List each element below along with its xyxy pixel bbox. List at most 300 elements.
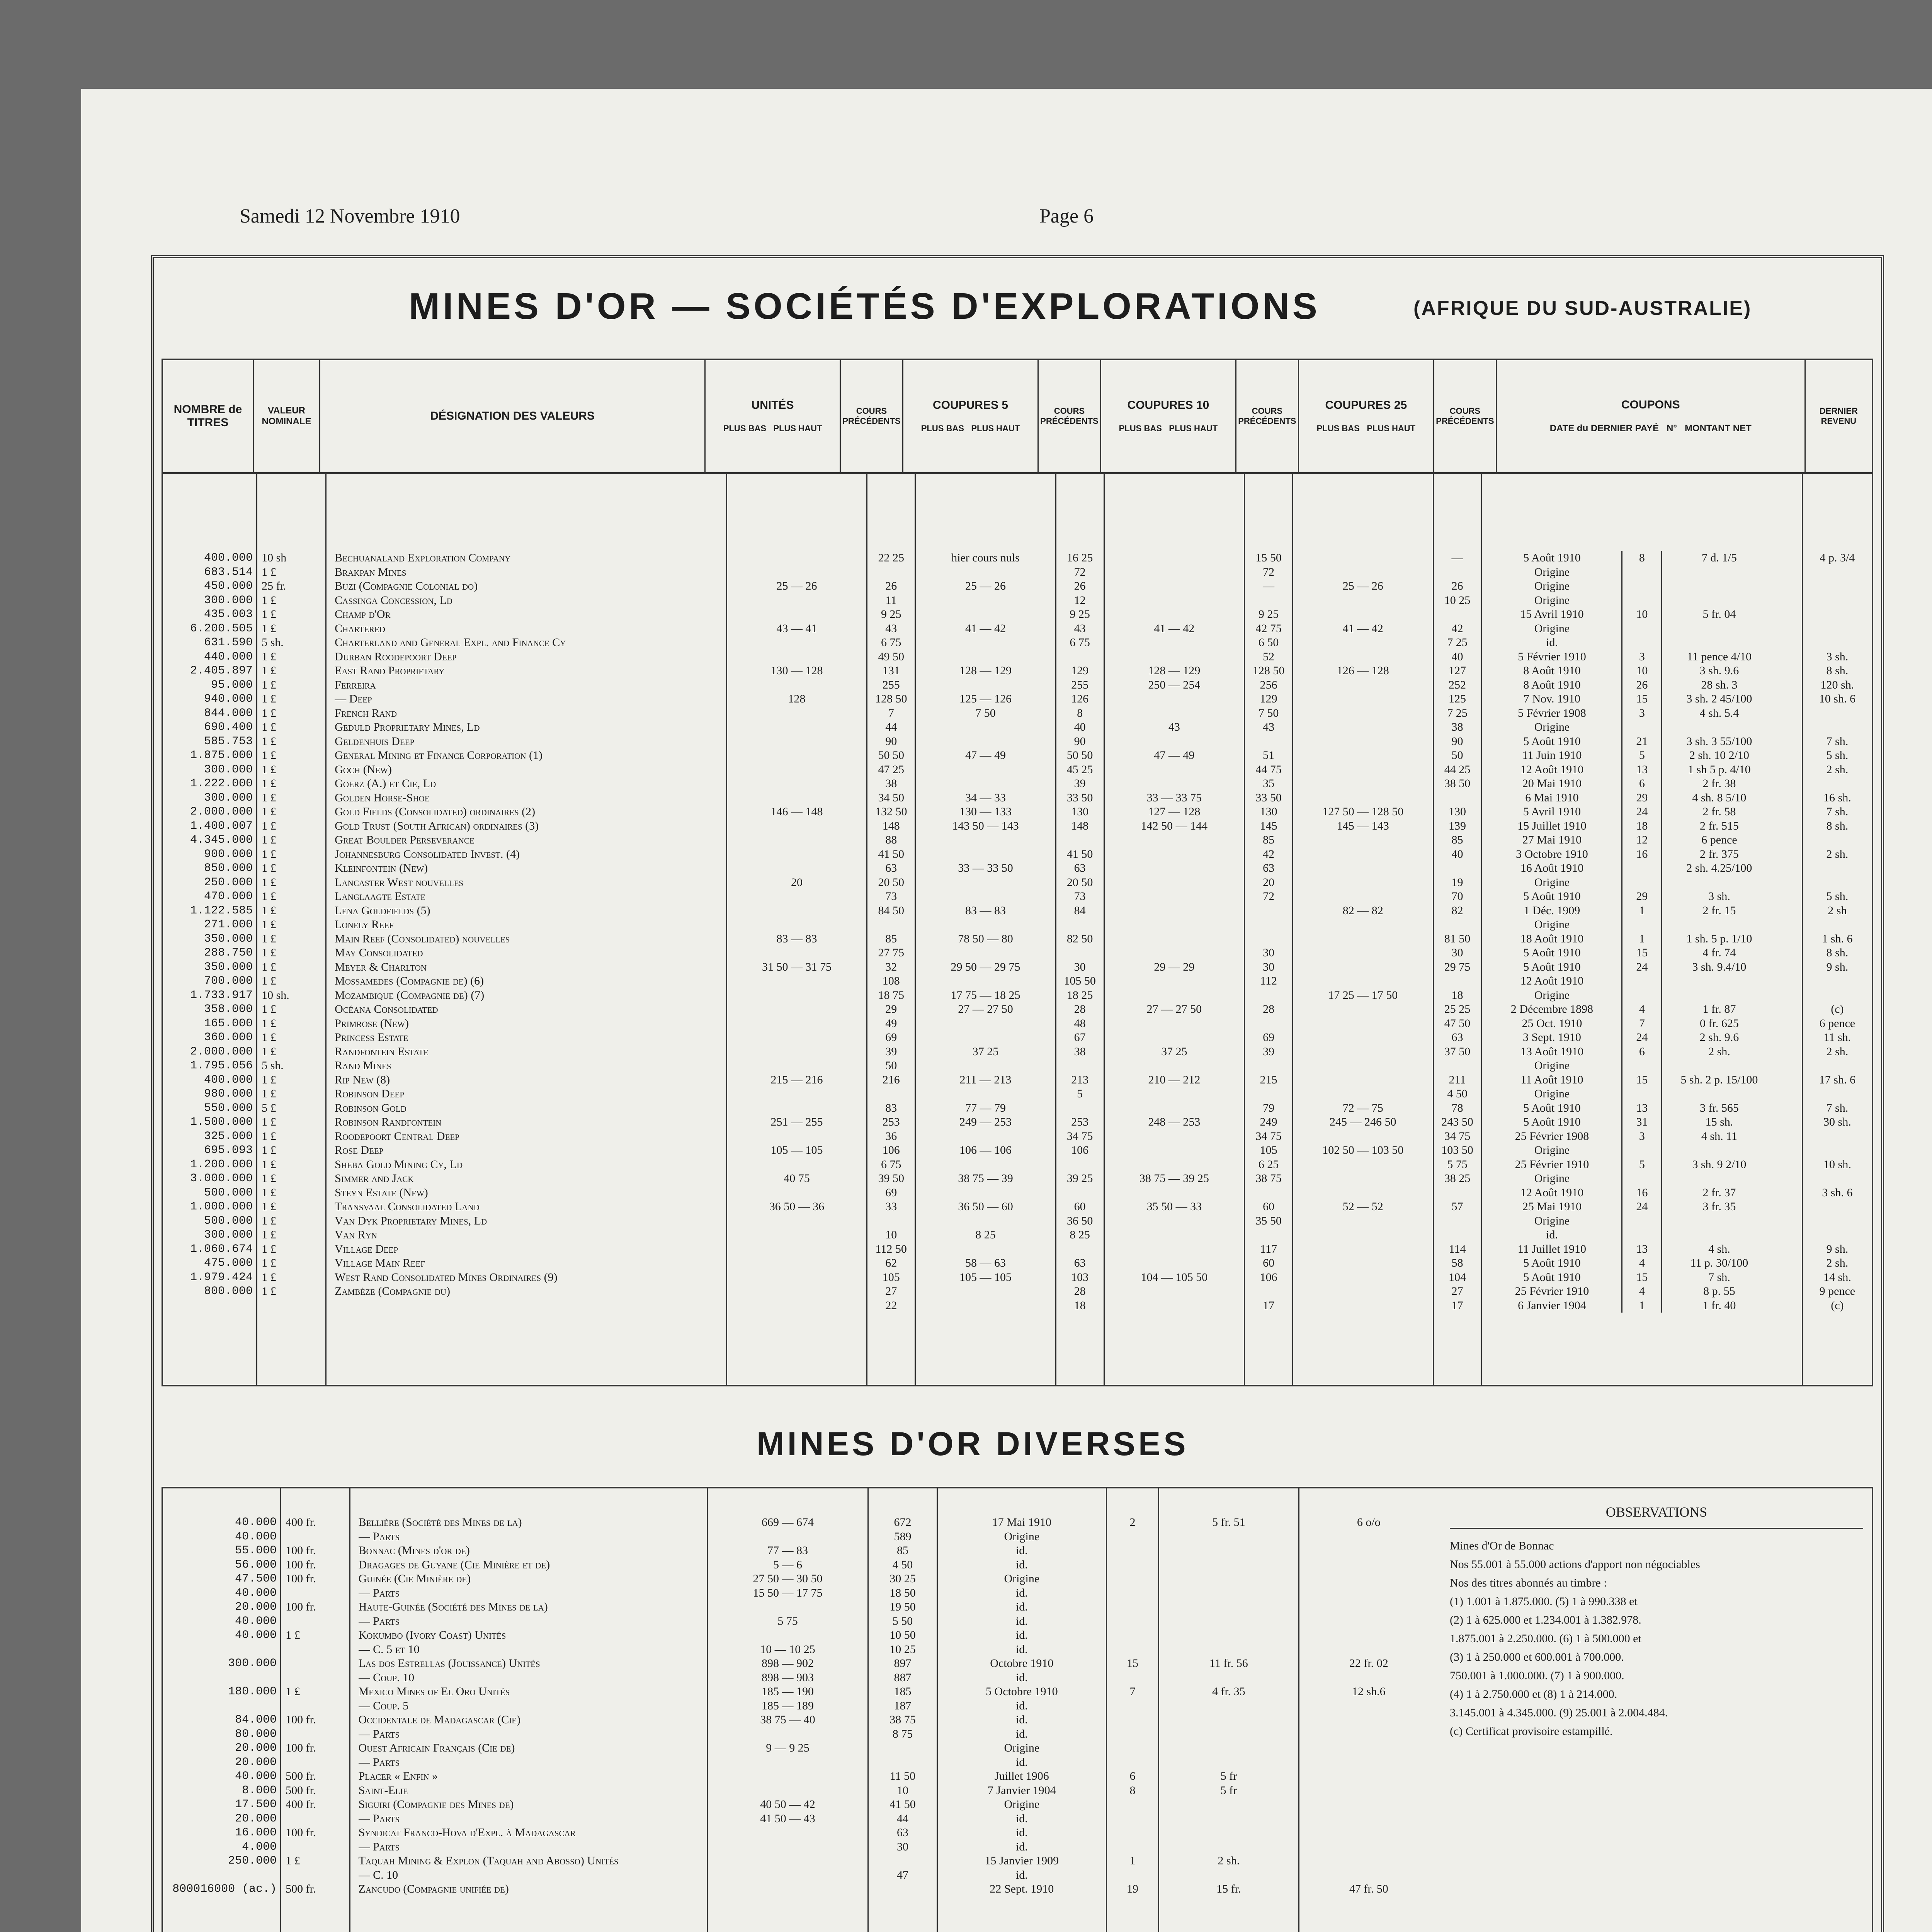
table-cell: 25 — 26 bbox=[1342, 580, 1383, 592]
table-cell bbox=[1160, 1840, 1298, 1854]
table-cell bbox=[1803, 1214, 1871, 1228]
table-cell bbox=[1294, 1172, 1432, 1186]
table-cell: 7 bbox=[888, 706, 894, 719]
table-cell: 30 bbox=[1263, 946, 1275, 959]
table-cell bbox=[1803, 565, 1871, 580]
table-cell: 2 fr. 37 bbox=[1702, 1186, 1736, 1199]
table-cell: 58 — 63 bbox=[965, 1257, 1006, 1269]
table-cell bbox=[728, 1059, 866, 1073]
table-cell: 325.000 bbox=[204, 1129, 253, 1143]
table-cell: 100 fr. bbox=[286, 1600, 316, 1613]
table-cell bbox=[1300, 1854, 1438, 1868]
table-cell: 4 fr. 74 bbox=[1702, 946, 1736, 959]
table-cell: 28 bbox=[1074, 1285, 1086, 1298]
table-cell: 69 bbox=[885, 1186, 897, 1199]
table-cell: 3 sh. 9.6 bbox=[1699, 664, 1739, 677]
table-cell bbox=[1294, 748, 1432, 763]
table-cell: 5 fr bbox=[1220, 1784, 1237, 1797]
table-cell: Rose Deep bbox=[335, 1144, 384, 1156]
table-cell: 12 Août 1910 bbox=[1520, 975, 1584, 987]
table-cell: id. bbox=[1015, 1812, 1028, 1825]
table-cell: 30 25 bbox=[889, 1572, 916, 1585]
table-cell: Cassinga Concession, Ld bbox=[335, 594, 453, 607]
table-cell bbox=[1803, 579, 1871, 594]
observation-line: Mines d'Or de Bonnac bbox=[1450, 1539, 1554, 1552]
table-cell: 105 50 bbox=[1064, 975, 1096, 987]
table-cell bbox=[1300, 1769, 1438, 1784]
table-cell: 25 Février 1908 bbox=[1515, 1129, 1589, 1143]
table-cell: 127 50 — 128 50 bbox=[1322, 805, 1404, 818]
table-cell: id. bbox=[1015, 1840, 1028, 1853]
table-cell bbox=[708, 1530, 867, 1544]
table-cell bbox=[1245, 904, 1292, 918]
table-cell: 81 50 bbox=[1444, 932, 1471, 945]
table-cell bbox=[708, 1882, 867, 1896]
table-cell bbox=[1662, 720, 1776, 735]
table-cell: 11 Août 1910 bbox=[1520, 1073, 1583, 1086]
table-cell: 36 50 — 36 bbox=[769, 1200, 825, 1213]
table-cell: 27 Mai 1910 bbox=[1522, 833, 1582, 846]
table-cell: 13 bbox=[1636, 1242, 1648, 1255]
table-cell bbox=[1434, 791, 1481, 805]
table-cell: 1 £ bbox=[262, 763, 276, 776]
table-cell: 4 bbox=[1639, 1257, 1645, 1269]
table-cell: 5 fr. 04 bbox=[1702, 608, 1736, 621]
table-cell: 1 bbox=[1129, 1854, 1136, 1867]
table-cell bbox=[1294, 1270, 1432, 1285]
table-cell bbox=[1105, 1143, 1244, 1158]
table-cell: 39 bbox=[885, 1045, 897, 1058]
table-cell: — bbox=[1451, 551, 1463, 564]
table-cell: 40 75 bbox=[784, 1172, 810, 1185]
table-cell bbox=[868, 1087, 914, 1101]
table-cell: 60 bbox=[1263, 1200, 1275, 1213]
table-cell: Siguiri (Compagnie des Mines de) bbox=[358, 1798, 514, 1811]
table-cell: 400 fr. bbox=[286, 1516, 316, 1529]
table-cell bbox=[1662, 1059, 1776, 1073]
table-cell: 6 Janvier 1904 bbox=[1518, 1299, 1586, 1312]
table-cell bbox=[1107, 1699, 1158, 1713]
table-cell: 10 sh. 6 bbox=[1819, 692, 1855, 705]
table-cell: 49 50 bbox=[878, 650, 904, 663]
table-cell: 10 bbox=[1636, 664, 1648, 677]
table-cell bbox=[728, 904, 866, 918]
table-cell bbox=[1160, 1671, 1298, 1685]
table-cell bbox=[1803, 974, 1871, 988]
table-cell: 1 £ bbox=[262, 918, 276, 931]
table-cell: 132 50 bbox=[875, 805, 907, 818]
table-cell bbox=[1294, 1284, 1432, 1299]
table-cell: — bbox=[1263, 580, 1275, 592]
table-cell bbox=[1300, 1699, 1438, 1713]
table-cell: 7 25 bbox=[1447, 706, 1468, 719]
main-frame bbox=[151, 255, 1884, 1932]
table-cell: 7 50 bbox=[975, 706, 996, 719]
table-cell bbox=[1434, 974, 1481, 988]
table-cell: Rand Mines bbox=[335, 1059, 391, 1072]
table-cell: West Rand Consolidated Mines Ordinaires (9) bbox=[335, 1270, 558, 1284]
table-cell bbox=[1662, 594, 1776, 608]
table-cell: 28 sh. 3 bbox=[1701, 678, 1738, 691]
table-cell: 900.000 bbox=[204, 847, 253, 861]
observation-line: 1.875.001 à 2.250.000. (6) 1 à 500.000 et bbox=[1450, 1632, 1641, 1645]
table-cell: 90 bbox=[1451, 735, 1463, 748]
table-cell: French Rand bbox=[335, 706, 397, 719]
table-cell: Ferreira bbox=[335, 678, 376, 691]
table-cell: 25 Février 1910 bbox=[1515, 1285, 1589, 1298]
table-cell: id. bbox=[1015, 1868, 1028, 1881]
table-cell bbox=[1300, 1826, 1438, 1840]
table-cell bbox=[1662, 988, 1776, 1003]
table-cell bbox=[1107, 1558, 1158, 1572]
table-cell: 1 Déc. 1909 bbox=[1524, 904, 1580, 917]
table-cell bbox=[1300, 1741, 1438, 1755]
table-cell bbox=[728, 1002, 866, 1017]
table-cell: 1 £ bbox=[262, 1003, 276, 1015]
table-cell bbox=[1294, 636, 1432, 650]
table-cell bbox=[1300, 1544, 1438, 1558]
table-cell: 129 bbox=[1071, 664, 1089, 677]
table-cell bbox=[1662, 1214, 1776, 1228]
table-cell: Goch (New) bbox=[335, 763, 392, 776]
table-cell bbox=[1294, 565, 1432, 580]
table-cell bbox=[1245, 1059, 1292, 1073]
table-cell: 5 Août 1910 bbox=[1523, 1257, 1581, 1269]
table-cell: 130 — 133 bbox=[959, 805, 1012, 818]
table-cell: Van Ryn bbox=[335, 1228, 378, 1241]
table-cell: 5 bbox=[1639, 1158, 1645, 1171]
table-cell: 11 Juin 1910 bbox=[1522, 749, 1582, 762]
table-cell: 3 fr. 35 bbox=[1702, 1200, 1736, 1213]
table-cell: 250 — 254 bbox=[1148, 678, 1201, 691]
table-cell: 4.345.000 bbox=[190, 833, 253, 847]
table-cell: 100 fr. bbox=[286, 1826, 316, 1839]
table-cell: 16 sh. bbox=[1823, 791, 1851, 804]
table-cell bbox=[163, 1868, 277, 1883]
table-cell: 850.000 bbox=[204, 862, 253, 875]
table-cell: 4 sh. 5.4 bbox=[1699, 706, 1739, 719]
table-cell: 1 fr. 40 bbox=[1702, 1299, 1736, 1312]
table-cell: 80.000 bbox=[235, 1727, 277, 1741]
table-cell: 34 50 bbox=[878, 791, 904, 804]
table-cell: Van Dyk Proprietary Mines, Ld bbox=[335, 1214, 487, 1227]
md-valeur-values bbox=[282, 1515, 349, 1896]
table-cell bbox=[728, 706, 866, 721]
table-cell: 47 25 bbox=[878, 763, 904, 776]
table-cell: 249 bbox=[1260, 1116, 1277, 1128]
table-cell: 1 £ bbox=[262, 664, 276, 677]
mines-or-header bbox=[163, 360, 1872, 474]
table-cell: 129 bbox=[1260, 692, 1277, 705]
table-cell bbox=[728, 763, 866, 777]
table-cell: 695.093 bbox=[204, 1144, 253, 1157]
table-cell bbox=[1622, 594, 1661, 608]
table-cell: 34 75 bbox=[1255, 1129, 1282, 1143]
table-cell: Origine bbox=[1534, 1172, 1570, 1185]
table-cell: Guinée (Cie Minière de) bbox=[358, 1572, 471, 1585]
table-cell bbox=[1057, 833, 1103, 847]
table-cell: 117 bbox=[1260, 1242, 1277, 1255]
table-cell bbox=[1160, 1755, 1298, 1770]
table-cell: Princess Estate bbox=[335, 1031, 408, 1044]
table-cell: 37 25 bbox=[1161, 1045, 1187, 1058]
table-cell bbox=[1803, 706, 1871, 721]
table-cell bbox=[1434, 607, 1481, 622]
table-cell: Randfontein Estate bbox=[335, 1045, 429, 1058]
table-cell: 1 £ bbox=[286, 1854, 300, 1867]
table-cell: 1.875.000 bbox=[190, 749, 253, 762]
table-cell: 1 £ bbox=[262, 1200, 276, 1213]
table-cell bbox=[1662, 636, 1776, 650]
table-cell: 51 bbox=[1263, 749, 1275, 762]
table-cell: 84 bbox=[1074, 904, 1086, 917]
table-cell: 15 bbox=[1636, 1073, 1648, 1086]
table-cell: 103 50 bbox=[1441, 1144, 1473, 1156]
table-cell: 41 — 42 bbox=[965, 622, 1006, 635]
table-cell: 897 bbox=[894, 1657, 912, 1670]
table-cell: 5 Août 1910 bbox=[1523, 1116, 1581, 1128]
table-cell: 1 sh. 6 bbox=[1822, 932, 1853, 945]
table-cell bbox=[1803, 636, 1871, 650]
table-cell: 30 sh. bbox=[1823, 1116, 1851, 1128]
md-cours-prec-values bbox=[869, 1515, 936, 1896]
table-cell: 29 bbox=[1636, 791, 1648, 804]
table-cell: 72 bbox=[1263, 890, 1275, 903]
table-cell: 2 fr. 375 bbox=[1700, 847, 1739, 861]
table-cell: 5 75 bbox=[1447, 1158, 1468, 1171]
table-cell: 26 bbox=[1636, 678, 1648, 691]
table-cell bbox=[286, 1727, 349, 1742]
table-cell: 15 Juillet 1910 bbox=[1517, 819, 1587, 832]
table-cell bbox=[1160, 1600, 1298, 1614]
table-cell: 1 £ bbox=[262, 1116, 276, 1128]
table-cell bbox=[708, 1868, 867, 1883]
table-cell bbox=[1105, 889, 1244, 904]
table-cell bbox=[1105, 1059, 1244, 1073]
col-cours-prec-1: COURS PRÉCÉDENTS bbox=[840, 360, 903, 472]
table-cell bbox=[1294, 1186, 1432, 1200]
table-cell: Geldenhuis Deep bbox=[335, 735, 415, 748]
table-cell bbox=[728, 636, 866, 650]
table-cell: Steyn Estate (New) bbox=[335, 1186, 428, 1199]
table-cell: 100 fr. bbox=[286, 1713, 316, 1726]
table-cell: 15 Janvier 1909 bbox=[985, 1854, 1059, 1867]
table-cell: Roodepoort Central Deep bbox=[335, 1129, 459, 1143]
table-cell: General Mining et Finance Corporation (1) bbox=[335, 749, 543, 762]
table-cell: 22 25 bbox=[878, 551, 904, 564]
table-cell: 7 25 bbox=[1447, 636, 1468, 649]
table-cell: 1 £ bbox=[262, 721, 276, 733]
table-cell: 63 bbox=[1074, 862, 1086, 874]
table-cell bbox=[1300, 1798, 1438, 1812]
table-cell: id. bbox=[1015, 1558, 1028, 1571]
table-cell: 1 £ bbox=[262, 608, 276, 621]
table-cell bbox=[1294, 706, 1432, 721]
table-cell: 7 50 bbox=[1258, 706, 1279, 719]
table-cell: 215 — 216 bbox=[770, 1073, 823, 1086]
table-cell: 50 bbox=[885, 1059, 897, 1072]
table-cell: 100 fr. bbox=[286, 1572, 316, 1585]
table-cell: 9 25 bbox=[1070, 608, 1090, 621]
table-cell: 48 bbox=[1074, 1017, 1086, 1030]
table-cell bbox=[1294, 607, 1432, 622]
table-cell: 45 25 bbox=[1066, 763, 1093, 776]
table-cell: Origine bbox=[1534, 565, 1570, 578]
table-cell: Origine bbox=[1534, 988, 1570, 1002]
table-cell bbox=[1434, 918, 1481, 932]
table-cell bbox=[916, 1186, 1055, 1200]
table-cell: Origine bbox=[1534, 594, 1570, 607]
table-cell: — C. 10 bbox=[358, 1868, 398, 1881]
table-cell bbox=[1434, 565, 1481, 580]
table-cell: 38 bbox=[1074, 1045, 1086, 1058]
col-coupures-5-values bbox=[916, 551, 1055, 1313]
table-cell: — Coup. 5 bbox=[358, 1699, 409, 1712]
table-cell: Origine bbox=[1534, 622, 1570, 635]
table-cell: 72 — 75 bbox=[1342, 1101, 1383, 1114]
table-cell: 142 50 — 144 bbox=[1141, 819, 1208, 832]
table-cell: 40 50 — 42 bbox=[760, 1798, 815, 1811]
table-cell bbox=[1300, 1643, 1438, 1657]
table-cell bbox=[1105, 763, 1244, 777]
table-cell bbox=[1622, 918, 1661, 932]
table-cell: 50 50 bbox=[878, 749, 904, 762]
table-cell: 83 — 83 bbox=[965, 904, 1006, 917]
table-cell: 106 bbox=[1260, 1270, 1277, 1284]
table-cell bbox=[1105, 692, 1244, 706]
col-valeur-values bbox=[258, 551, 325, 1313]
table-cell: 5 sh. 2 p. 15/100 bbox=[1680, 1073, 1758, 1086]
table-cell: 1.222.000 bbox=[190, 777, 253, 790]
table-cell: 105 bbox=[882, 1270, 900, 1284]
table-cell: — Coup. 10 bbox=[358, 1671, 415, 1684]
table-cell: 15 fr. bbox=[1216, 1883, 1241, 1895]
table-cell: 1.122.585 bbox=[190, 904, 253, 917]
table-cell: Rip New (8) bbox=[335, 1073, 390, 1086]
table-cell: 125 — 126 bbox=[959, 692, 1012, 705]
table-cell bbox=[916, 763, 1055, 777]
table-cell bbox=[916, 1299, 1055, 1313]
observations-lines bbox=[1450, 1537, 1863, 1741]
table-cell: 106 bbox=[1071, 1144, 1089, 1156]
table-cell: 90 bbox=[1074, 735, 1086, 748]
table-cell: 1 £ bbox=[262, 678, 276, 691]
table-cell bbox=[1107, 1868, 1158, 1883]
table-cell: 1 £ bbox=[262, 565, 276, 578]
table-cell: 127 — 128 bbox=[1148, 805, 1201, 818]
table-cell: 3 sh. bbox=[1826, 650, 1849, 663]
table-cell: 500 fr. bbox=[286, 1883, 316, 1895]
col-valeur: VALEUR NOMINALE bbox=[253, 360, 320, 472]
table-cell: 43 bbox=[1074, 622, 1086, 635]
table-cell: 40.000 bbox=[235, 1530, 277, 1543]
table-cell bbox=[1662, 1228, 1776, 1242]
md-nombre-values bbox=[163, 1515, 280, 1896]
table-cell: 43 — 41 bbox=[776, 622, 817, 635]
table-cell bbox=[728, 847, 866, 862]
table-cell bbox=[1245, 735, 1292, 749]
table-cell: 63 bbox=[885, 862, 897, 874]
table-cell: — Parts bbox=[358, 1812, 400, 1825]
table-cell: 47 fr. 50 bbox=[1349, 1883, 1388, 1895]
table-cell: 47.500 bbox=[235, 1572, 277, 1585]
table-cell bbox=[1107, 1544, 1158, 1558]
table-cell: 50 bbox=[1451, 749, 1463, 762]
table-cell: 9 25 bbox=[881, 608, 901, 621]
table-cell: Origine bbox=[1004, 1742, 1040, 1754]
table-cell: 252 bbox=[1449, 678, 1466, 691]
table-cell: 1 £ bbox=[262, 932, 276, 945]
table-cell: 1.000.000 bbox=[190, 1200, 253, 1213]
table-cell: 2 sh. bbox=[1708, 1045, 1730, 1058]
table-cell: 39 bbox=[1074, 777, 1086, 790]
table-cell: 8 25 bbox=[1070, 1228, 1090, 1241]
table-cell bbox=[916, 1059, 1055, 1073]
table-cell bbox=[1294, 1031, 1432, 1045]
table-cell bbox=[1803, 594, 1871, 608]
table-cell: 2 sh. 10 2/10 bbox=[1689, 749, 1749, 762]
table-cell: 8 75 bbox=[892, 1727, 913, 1740]
table-cell: 69 bbox=[1263, 1031, 1275, 1044]
table-cell: Mexico Mines of El Oro Unités bbox=[358, 1685, 510, 1698]
table-cell: id. bbox=[1546, 636, 1558, 649]
table-cell: 800016000 (ac.) bbox=[172, 1883, 277, 1896]
table-cell bbox=[1160, 1727, 1298, 1742]
table-cell bbox=[1803, 861, 1871, 876]
page-number: Page 6 bbox=[1039, 205, 1094, 227]
table-cell bbox=[1160, 1643, 1298, 1657]
table-cell: 19 bbox=[1127, 1883, 1139, 1895]
table-cell: 63 bbox=[1074, 1257, 1086, 1269]
observation-line: Nos des titres abonnés au timbre : bbox=[1450, 1577, 1607, 1589]
table-cell: 585.753 bbox=[204, 735, 253, 748]
table-cell: 5 Février 1908 bbox=[1518, 706, 1586, 719]
table-cell: Origine bbox=[1004, 1530, 1040, 1543]
table-cell bbox=[728, 889, 866, 904]
table-cell: 360.000 bbox=[204, 1031, 253, 1044]
table-cell: 17 sh. 6 bbox=[1819, 1073, 1855, 1086]
table-cell bbox=[1803, 777, 1871, 791]
table-cell: Octobre 1910 bbox=[990, 1657, 1054, 1670]
table-cell bbox=[916, 735, 1055, 749]
table-cell: id. bbox=[1015, 1614, 1028, 1628]
table-cell: 5 bbox=[1077, 1087, 1083, 1100]
table-cell: 77 — 79 bbox=[965, 1101, 1006, 1114]
table-cell bbox=[728, 1228, 866, 1242]
table-cell bbox=[728, 1158, 866, 1172]
table-cell: 43 bbox=[1168, 721, 1180, 733]
table-cell bbox=[1434, 1186, 1481, 1200]
table-cell: Kokumbo (Ivory Coast) Unités bbox=[358, 1629, 506, 1641]
md-date-values bbox=[938, 1515, 1105, 1896]
table-cell: 15 sh. bbox=[1705, 1116, 1733, 1128]
table-cell: 105 — 105 bbox=[959, 1270, 1012, 1284]
table-cell bbox=[1107, 1840, 1158, 1854]
table-cell: 56.000 bbox=[235, 1558, 277, 1571]
table-cell: 100 fr. bbox=[286, 1558, 316, 1571]
table-cell bbox=[1105, 551, 1244, 565]
table-cell: 39 25 bbox=[1066, 1172, 1093, 1185]
table-cell bbox=[335, 1299, 726, 1313]
table-cell: 6 25 bbox=[1258, 1158, 1279, 1171]
table-cell bbox=[1294, 678, 1432, 692]
table-cell bbox=[728, 1101, 866, 1116]
col-coupures-10: COUPURES 10 PLUS BAS PLUS HAUT bbox=[1101, 360, 1236, 472]
table-cell: 18 bbox=[1636, 819, 1648, 832]
table-cell bbox=[868, 565, 914, 580]
table-cell: Saint-Elie bbox=[358, 1784, 408, 1797]
table-cell bbox=[1245, 594, 1292, 608]
